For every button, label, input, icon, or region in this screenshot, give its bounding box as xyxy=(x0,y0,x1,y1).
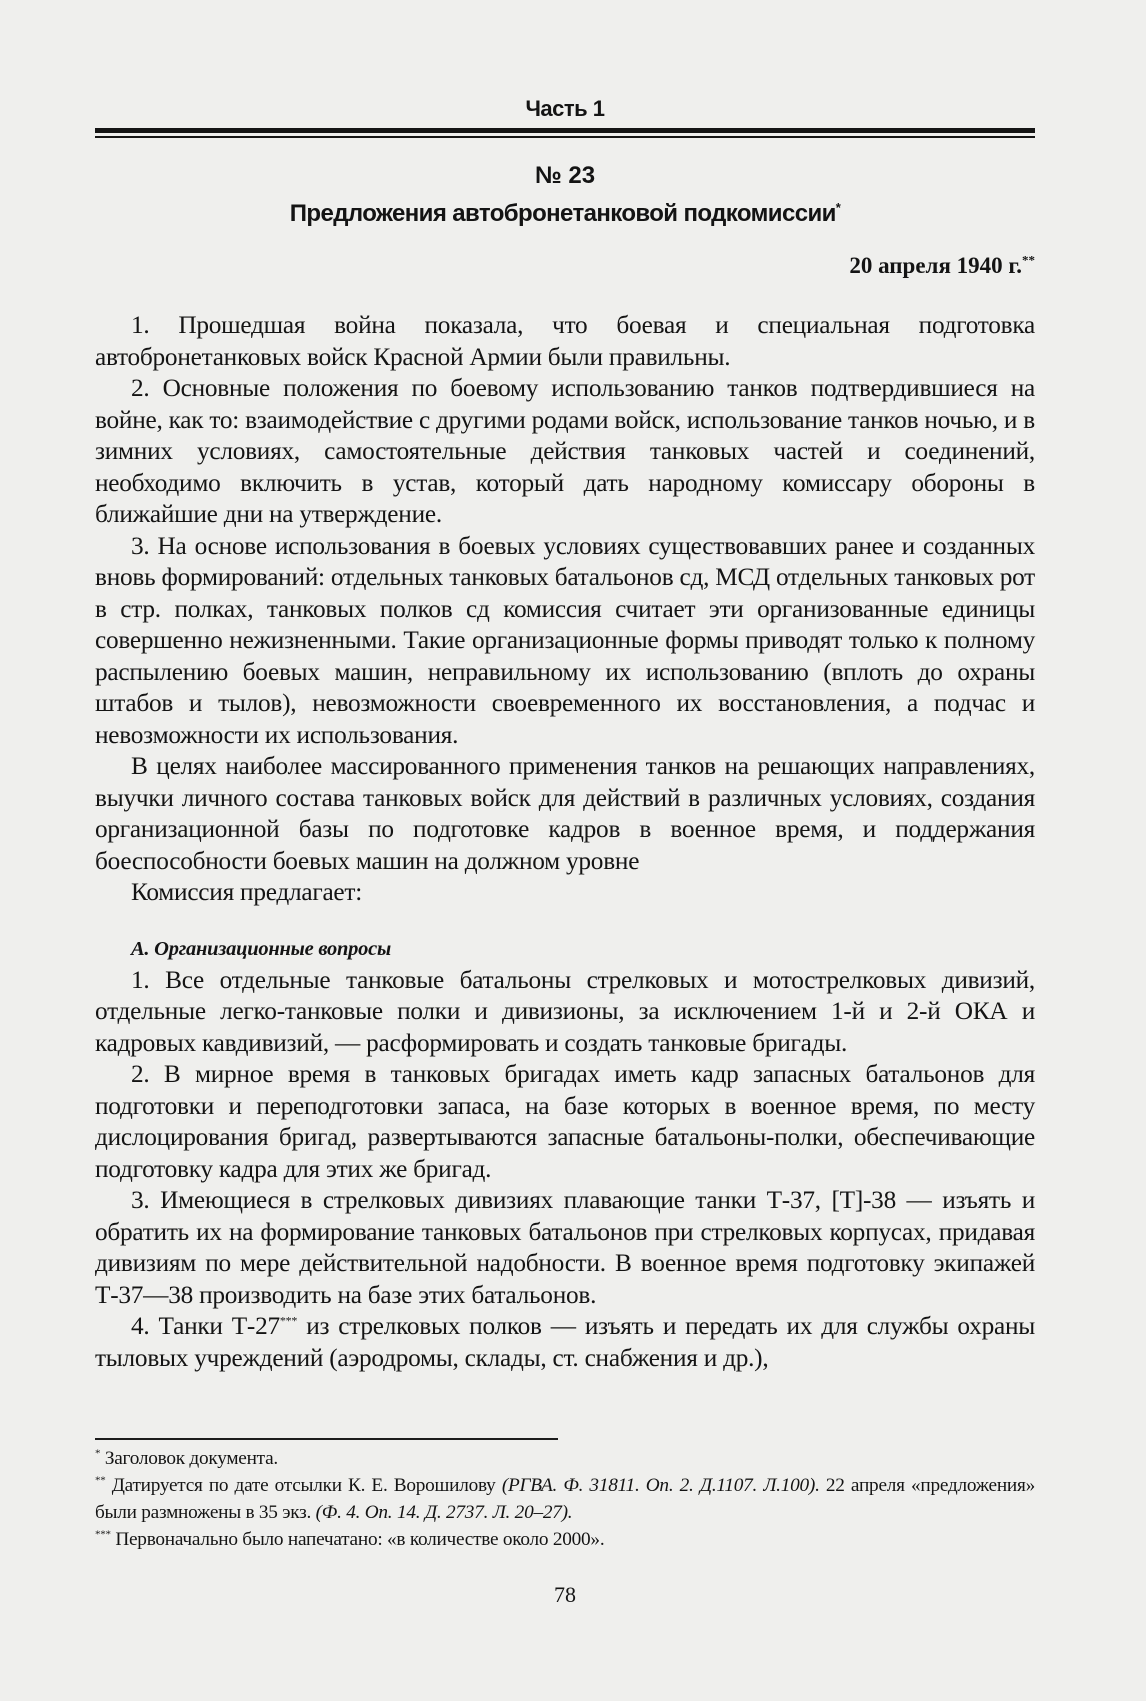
footnote-2-archive-ref-b: (Ф. 4. Оп. 14. Д. 2737. Л. 20–27). xyxy=(315,1502,573,1523)
paragraph-2: 2. Основные положения по боевому использованию танков подтвердившиеся на войне, как то: взаимодействие с другими родами войск, использование танков ночью, и в зимних условиях, самостоятельные действия танковых частей и соединений, необходимо включить в устав, который дать народному комиссару обороны в ближайшие дни на утверждение. xyxy=(95,374,1035,528)
item-4-text-end: из стрелковых полков — изъять и передать их для службы охраны тыловых учреждений (аэродромы, склады, ст. снабжения и др.), xyxy=(95,1312,1035,1372)
header-rule-thick xyxy=(95,128,1035,133)
document-number: № 23 xyxy=(534,162,596,189)
paragraph-1: 1. Прошедшая война показала, что боевая и специальная подготовка автобронетанковых войск Красной Армии были правильны. xyxy=(95,311,1035,371)
footnote-2-text-b: 22 апреля «предложения» были размножены в 35 экз. xyxy=(95,1475,1036,1523)
page-number: 78 xyxy=(554,1582,576,1607)
paragraph-3: 3. На основе использования в боевых условиях существовавших ранее и созданных вновь формирований: отдельных танковых батальонов сд, МСД отдельных танковых рот в стр. полках, танковых полков сд комиссия считает эти организованные единицы совершенно нежизненными. Такие организационные формы приводят только к полному распылению боевых машин, неправильному их использованию (вплоть до охраны штабов и тылов), невозможности своевременного их восстановления, а подчас и невозможности их использования. xyxy=(95,531,1035,749)
footnote-2-mark: ** xyxy=(95,1474,106,1487)
footnote-2 xyxy=(95,1472,1035,1526)
header-rule-thin xyxy=(95,136,1035,138)
footnote-separator xyxy=(95,1438,558,1440)
footnotes xyxy=(95,1445,1035,1553)
item-4-text-start: 4. Танки Т-27 xyxy=(131,1312,280,1340)
footnote-1-mark: * xyxy=(95,1447,101,1460)
date-footnote-mark: ** xyxy=(1022,252,1035,268)
section-a-item-3: 3. Имеющиеся в стрелковых дивизиях плавающие танки Т-37, [Т]-38 — изъять и обратить их на формирование танковых батальонов при стрелковых корпусах, придавая дивизиям по мере действительной надобности. В военное время подготовку экипажей Т-37—38 производить на базе этих батальонов. xyxy=(95,1186,1035,1309)
title-footnote-mark: * xyxy=(835,200,841,215)
paragraph-4: В целях наиболее массированного применения танков на решающих направлениях, выучки личного состава танковых войск для действий в различных условиях, создания организационной базы по подготовке кадров в военное время, и поддержания боеспособности боевых машин на должном уровне xyxy=(95,752,1035,875)
document-body xyxy=(95,310,1035,1374)
section-a-item-1: 1. Все отдельные танковые батальоны стрелковых и мотострелковых дивизий, отдельные легко-танковые полки и дивизионы, за исключением 1-й и 2-й ОКА и кадровых кавдивизий, — расформировать и создать танковые бригады. xyxy=(95,965,1035,1057)
footnote-2-archive-ref-a: (РГВА. Ф. 31811. Оп. 2. Д.1107. Л.100). xyxy=(501,1475,820,1496)
running-header: Часть 1 xyxy=(525,96,605,121)
footnote-3-text: Первоначально было напечатано: «в количестве около 2000». xyxy=(110,1529,605,1550)
footnote-1-text: Заголовок документа. xyxy=(100,1448,278,1469)
document-date-text: 20 апреля 1940 г. xyxy=(849,253,1022,278)
footnote-1 xyxy=(95,1445,1035,1472)
footnote-3 xyxy=(95,1526,1035,1553)
footnote-3-mark: *** xyxy=(95,1528,111,1541)
paragraph-5: Комиссия предлагает: xyxy=(131,878,362,906)
footnote-2-text-a: Датируется по дате отсылки К. Е. Ворошилову xyxy=(105,1475,502,1496)
section-a-item-2: 2. В мирное время в танковых бригадах иметь кадр запасных батальонов для подготовки и переподготовки запаса, на базе которых в военное время, по месту дислоцирования бригад, развертываются запасные батальоны-полки, обеспечивающие подготовку кадра для этих же бригад. xyxy=(95,1060,1035,1183)
section-a-item-4 xyxy=(95,1311,1035,1374)
document-date xyxy=(849,253,1035,279)
section-heading-a: А. Организационные вопросы xyxy=(131,937,391,960)
document-title-text: Предложения автобронетанковой подкомиссии xyxy=(289,200,836,227)
item-4-footnote-mark: *** xyxy=(279,1313,298,1328)
document-title xyxy=(95,200,1035,228)
